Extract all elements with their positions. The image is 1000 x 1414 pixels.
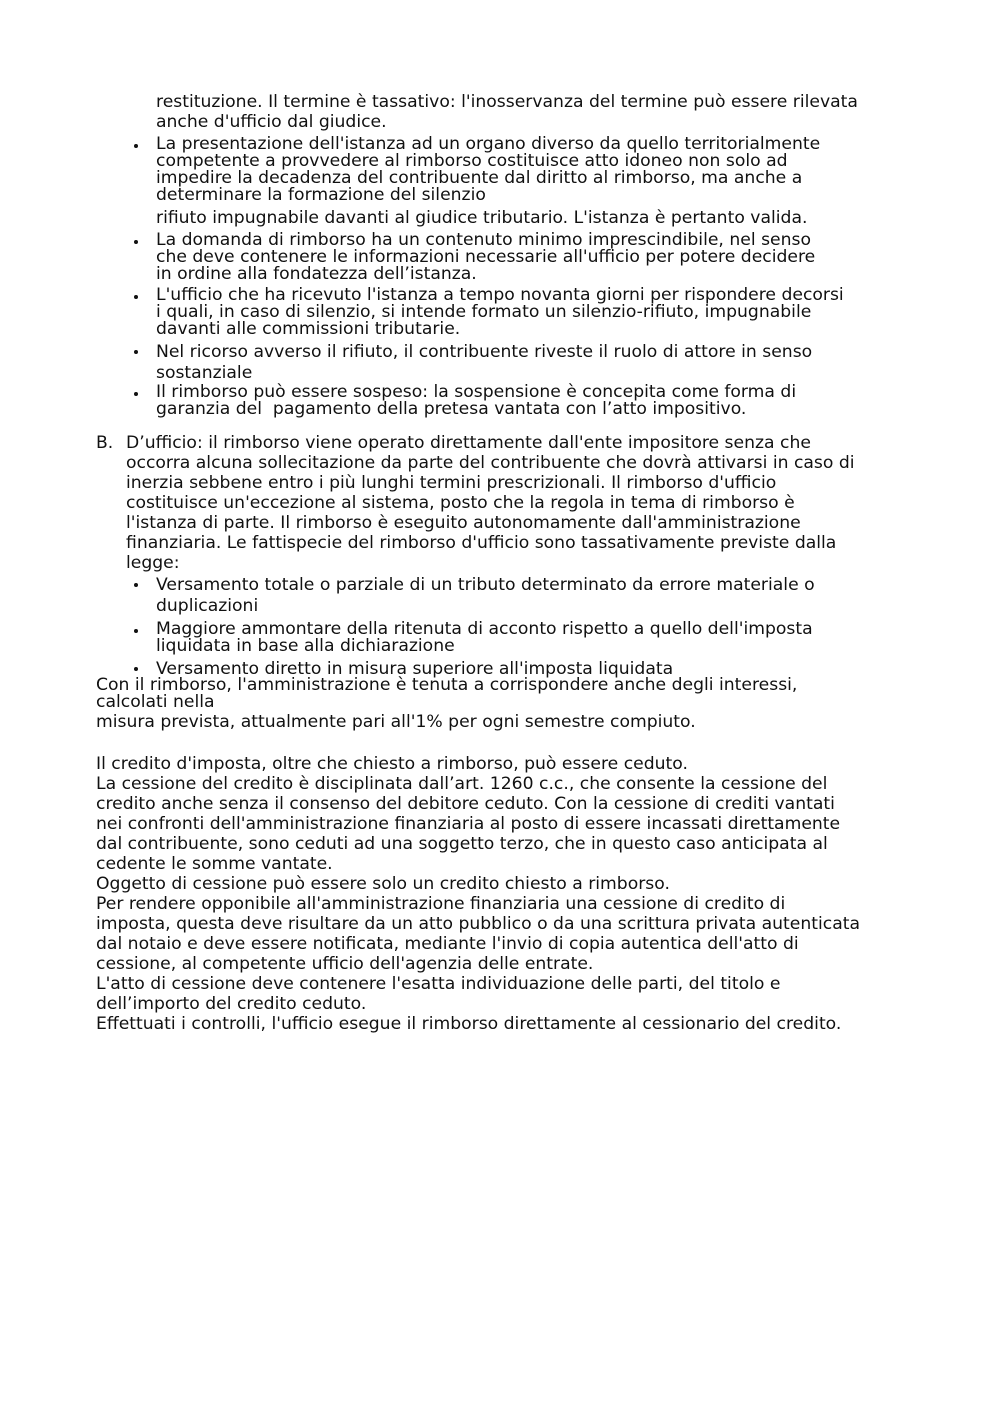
bullet-icon — [134, 667, 138, 671]
cession-paragraph — [96, 754, 916, 1034]
text-line: restituzione. Il termine è tassativo: l'inosservanza del termine può essere rilevata — [156, 92, 858, 112]
text-line: legge: — [126, 553, 180, 573]
text-line: Con il rimborso, l'amministrazione è tenuta a corrispondere anche degli interessi, — [96, 675, 798, 695]
section-b — [96, 433, 916, 573]
text-line: occorra alcuna sollecitazione da parte del contribuente che dovrà attivarsi in caso di — [126, 453, 855, 473]
text-line: L'atto di cessione deve contenere l'esatta individuazione delle parti, del titolo e — [96, 974, 781, 994]
text-line: Oggetto di cessione può essere solo un credito chiesto a rimborso. — [96, 874, 670, 894]
text-line: D’ufficio: il rimborso viene operato direttamente dall'ente impositore senza che — [126, 433, 811, 453]
text-line: l'istanza di parte. Il rimborso è eseguito autonomamente dall'amministrazione — [126, 513, 801, 533]
text-line: sostanziale — [156, 363, 253, 383]
interest-paragraph — [96, 677, 916, 732]
text-line: L'ufficio che ha ricevuto l'istanza a tempo novanta giorni per rispondere decorsi — [156, 285, 844, 305]
text-line: misura prevista, attualmente pari all'1% per ogni semestre compiuto. — [96, 712, 696, 732]
text-line: Per rendere opponibile all'amministrazione finanziaria una cessione di credito di — [96, 894, 786, 914]
list-item — [96, 621, 916, 655]
text-line: in ordine alla fondatezza dell’istanza. — [156, 264, 477, 284]
text-line: cedente le somme vantate. — [96, 854, 333, 874]
text-line: costituisce un'eccezione al sistema, posto che la regola in tema di rimborso è — [126, 493, 795, 513]
text-line: Maggiore ammontare della ritenuta di acconto rispetto a quello dell'imposta — [156, 619, 813, 639]
text-line: garanzia del pagamento della pretesa vantata con l’atto impositivo. — [156, 399, 747, 419]
list-item — [96, 384, 916, 418]
text-line: imposta, questa deve risultare da un atto pubblico o da una scrittura privata autenticata — [96, 914, 861, 934]
bullet-icon — [134, 392, 138, 396]
text-line: credito anche senza il consenso del debitore ceduto. Con la cessione di crediti vantati — [96, 794, 835, 814]
text-line: rifiuto impugnabile davanti al giudice tributario. L'istanza è pertanto valida. — [156, 208, 808, 228]
text-line: determinare la formazione del silenzio — [156, 185, 486, 205]
text-line: dell’importo del credito ceduto. — [96, 994, 367, 1014]
text-line: Il credito d'imposta, oltre che chiesto a rimborso, può essere ceduto. — [96, 754, 688, 774]
section-marker: B. — [96, 433, 114, 453]
text-line: calcolati nella — [96, 692, 215, 712]
intro-paragraph — [96, 92, 916, 132]
bullet-icon — [134, 240, 138, 244]
text-line: duplicazioni — [156, 596, 259, 616]
list-item — [96, 232, 916, 283]
list-item — [96, 342, 916, 384]
text-line: Il rimborso può essere sospeso: la sospensione è concepita come forma di — [156, 382, 797, 402]
bullet-icon — [134, 350, 138, 354]
text-line: davanti alle commissioni tributarie. — [156, 319, 461, 339]
text-line: i quali, in caso di silenzio, si intende formato un silenzio-rifiuto, impugnabile — [156, 302, 812, 322]
text-line: nei confronti dell'amministrazione finanziaria al posto di essere incassati direttamente — [96, 814, 841, 834]
bullet-icon — [134, 295, 138, 299]
bullet-icon — [134, 144, 138, 148]
text-line: liquidata in base alla dichiarazione — [156, 636, 455, 656]
text-line: La presentazione dell'istanza ad un organo diverso da quello territorialmente — [156, 134, 821, 154]
text-line: competente a provvedere al rimborso costituisce atto idoneo non solo ad — [156, 151, 788, 171]
text-line: anche d'ufficio dal giudice. — [156, 112, 387, 132]
text-line: inerzia sebbene entro i più lunghi termini prescrizionali. Il rimborso d'ufficio — [126, 473, 777, 493]
text-line: Versamento diretto in misura superiore all'imposta liquidata — [156, 659, 674, 679]
text-line: impedire la decadenza del contribuente dal diritto al rimborso, ma anche a — [156, 168, 803, 188]
bullet-icon — [134, 629, 138, 633]
text-line: dal notaio e deve essere notificata, mediante l'invio di copia autentica dell'atto di — [96, 934, 799, 954]
text-line: Versamento totale o parziale di un tributo determinato da errore materiale o — [156, 575, 815, 595]
bullet-list-refund-request — [96, 136, 916, 418]
list-item — [96, 136, 916, 228]
text-line: Effettuati i controlli, l'ufficio esegue il rimborso direttamente al cessionario del credito. — [96, 1014, 842, 1034]
list-item — [96, 287, 916, 338]
text-line: Nel ricorso avverso il rifiuto, il contribuente riveste il ruolo di attore in senso — [156, 342, 813, 362]
text-line: finanziaria. Le fattispecie del rimborso d'ufficio sono tassativamente previste dalla — [126, 533, 837, 553]
text-line: che deve contenere le informazioni necessarie all'ufficio per potere decidere — [156, 247, 816, 267]
text-line: cessione, al competente ufficio dell'agenzia delle entrate. — [96, 954, 594, 974]
text-line: La cessione del credito è disciplinata dall’art. 1260 c.c., che consente la cessione del — [96, 774, 828, 794]
bullet-list-automatic-refund — [96, 575, 916, 679]
text-line: La domanda di rimborso ha un contenuto minimo imprescindibile, nel senso — [156, 230, 811, 250]
list-item — [96, 575, 916, 617]
text-line: dal contribuente, sono ceduti ad una soggetto terzo, che in questo caso anticipata al — [96, 834, 828, 854]
bullet-icon — [134, 583, 138, 587]
